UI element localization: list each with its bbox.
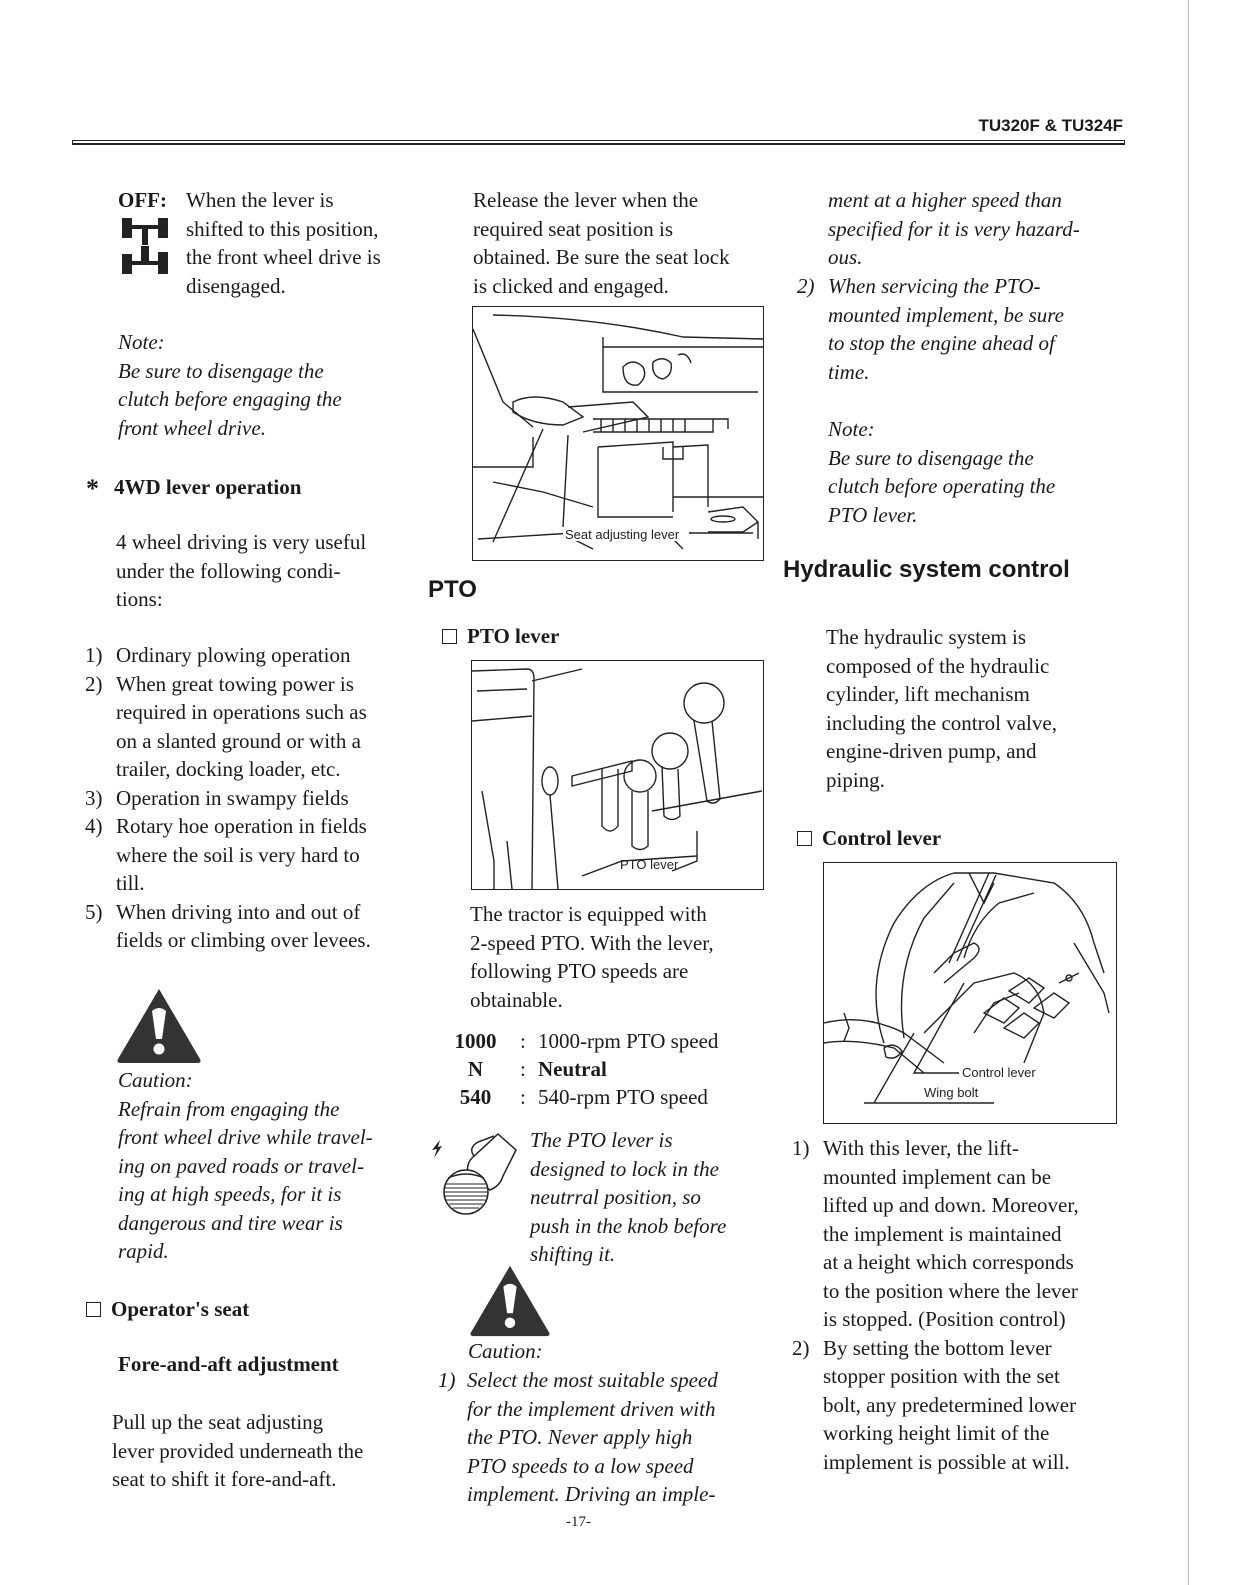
checkbox-square-icon	[797, 831, 812, 846]
page-number: -17-	[566, 1514, 591, 1530]
note-title: Note:	[118, 330, 165, 354]
caution-num: 1)	[438, 1368, 456, 1392]
off-line-2: shifted to this position,	[186, 216, 379, 241]
caution-4wd: Caution: Refrain from engaging the front wheel drive while travel- ing on paved roads or travel- ing at high speeds, for it is dangerous and tire wear is rapid.	[118, 1066, 428, 1266]
caution-warning-icon	[466, 1262, 554, 1338]
operators-seat-heading	[86, 1297, 249, 1322]
section-4wd-title: 4WD lever operation	[114, 475, 302, 499]
intro-line-3: tions:	[116, 587, 163, 611]
conditions-list	[85, 641, 425, 955]
checkbox-square-icon	[442, 629, 457, 644]
table-row: 1000 : 1000-rpm PTO speed	[454, 1029, 719, 1053]
intro-4wd	[116, 528, 426, 614]
note-line-2: clutch before engaging the	[118, 387, 342, 411]
note-title: Note:	[828, 417, 875, 441]
pto-text: The tractor is equipped with 2-speed PTO. With the lever, following PTO speeds are obtainable.	[470, 902, 714, 1012]
note-line-3: front wheel drive.	[118, 415, 266, 440]
caution-warning-icon	[114, 985, 204, 1065]
caution-title: Caution:	[118, 1068, 193, 1092]
list-item: 3) Operation in swampy fields	[85, 785, 349, 810]
caution-pto: 1) Select the most suitable speed for the implement driven with the PTO. Never apply high PTO speeds to a low speed implement. Driving an imple-	[438, 1368, 718, 1506]
wing-bolt-label: Wing bolt	[924, 1085, 979, 1100]
hydraulic-heading: Hydraulic system control	[783, 556, 1070, 583]
list-item: 4) Rotary hoe operation in fields where the soil is very hard to till.	[85, 814, 367, 895]
page-edge-line	[1188, 0, 1189, 1585]
seat-illustration	[473, 307, 763, 560]
list-item: 1) With this lever, the lift- mounted implement can be lifted up and down. Moreover, the implement is maintained at a height which corresponds to the position where the lever is stopped. (Position control)	[792, 1136, 1079, 1331]
note-line-1: Be sure to disengage the	[118, 358, 324, 383]
note-pto: Note: Be sure to disengage the clutch before operating the PTO lever.	[828, 415, 1128, 529]
list-item: 2) By setting the bottom lever stopper position with the set bolt, any predetermined lower working height limit of the implement is possible at will.	[792, 1335, 1077, 1474]
off-label: OFF:	[118, 188, 167, 212]
caution-pto-title: Caution:	[468, 1339, 543, 1363]
pto-heading: PTO	[428, 576, 477, 603]
checkbox-square-icon	[86, 1302, 101, 1317]
intro-line-1: 4 wheel driving is very useful	[116, 530, 367, 554]
pto-lever-figure	[471, 660, 764, 890]
list-item: 5) When driving into and out of fields or climbing over levees.	[85, 899, 371, 952]
control-lever-items	[792, 1134, 1132, 1476]
pto-speed-table	[448, 1027, 768, 1111]
note-4wd	[118, 328, 418, 442]
table-row: N : Neutral	[467, 1057, 607, 1081]
section-4wd-heading	[86, 474, 301, 504]
pto-tip-text: The PTO lever is designed to lock in the neutrral position, so push in the knob before shifting it.	[530, 1128, 727, 1266]
seat-text: Pull up the seat adjusting lever provided underneath the seat to shift it fore-and-aft.	[112, 1410, 364, 1491]
pto-lever-title: PTO lever	[467, 624, 560, 648]
control-lever-label: Control lever	[962, 1065, 1036, 1080]
asterisk-marker: *	[86, 474, 99, 503]
off-line-4: disengaged.	[186, 273, 286, 298]
control-lever-title: Control lever	[822, 826, 942, 850]
fore-aft-heading: Fore-and-aft adjustment	[118, 1352, 339, 1376]
front-wheel-drive-off-icon	[120, 216, 170, 278]
header-rule	[72, 140, 1125, 145]
release-text: Release the lever when the required seat position is obtained. Be sure the seat lock is clicked and engaged.	[473, 188, 730, 298]
table-row: 540 : 540-rpm PTO speed	[459, 1085, 708, 1109]
pto-lever-heading	[442, 624, 559, 649]
intro-line-2: under the following condi-	[116, 558, 341, 583]
caution-continued: ment at a higher speed than specified for it is very hazard- ous.	[828, 188, 1080, 269]
list-item: 1) Ordinary plowing operation	[85, 643, 351, 667]
caution-item-2: 2) When servicing the PTO- mounted implement, be sure to stop the engine ahead of time.	[797, 274, 1065, 384]
control-lever-figure	[823, 862, 1117, 1124]
control-lever-heading	[797, 826, 941, 851]
seat-adjusting-figure	[472, 306, 764, 561]
pto-lever-label: PTO lever	[620, 857, 679, 872]
push-knob-tip-icon	[428, 1126, 528, 1218]
model-header: TU320F & TU324F	[978, 116, 1123, 135]
control-lever-illustration	[824, 863, 1116, 1123]
pto-lever-illustration	[472, 661, 763, 889]
off-line-1: When the lever is	[186, 188, 334, 212]
hydraulic-text: The hydraulic system is composed of the hydraulic cylinder, lift mechanism including the control valve, engine-driven pump, and piping.	[826, 625, 1057, 792]
list-item: 2) When great towing power is required in operations such as on a slanted ground or with a trailer, docking loader, etc.	[85, 671, 367, 781]
seat-adjusting-lever-label: Seat adjusting lever	[565, 527, 680, 542]
operators-seat-title: Operator's seat	[111, 1297, 250, 1321]
off-line-3: the front wheel drive is	[186, 245, 381, 269]
